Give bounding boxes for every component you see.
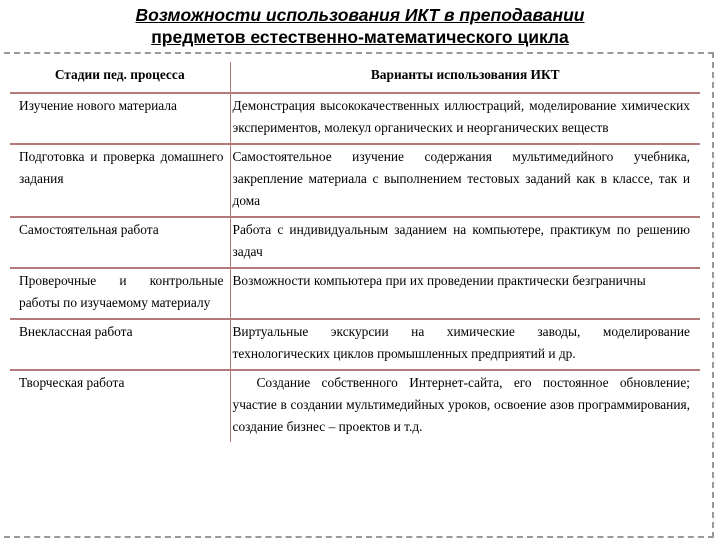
- table-row: [10, 144, 700, 217]
- table-row: [10, 217, 700, 268]
- stage-cell: Творческая работа: [10, 370, 230, 442]
- usage-cell: Виртуальные экскурсии на химические заводы, моделирование технологических циклов промышленных предприятий и др.: [230, 319, 700, 370]
- table-row: [10, 93, 700, 144]
- header-usage: Варианты использования ИКТ: [370, 67, 560, 82]
- table-header-row: [10, 62, 700, 93]
- usage-cell: Демонстрация высококачественных иллюстраций, моделирование химических экспериментов, молекул органических и неорганических веществ: [230, 93, 700, 144]
- stage-cell: Подготовка и проверка домашнего задания: [10, 144, 230, 217]
- stage-cell: Изучение нового материала: [10, 93, 230, 144]
- stage-cell: Самостоятельная работа: [10, 217, 230, 268]
- usage-cell: Работа с индивидуальным заданием на компьютере, практикум по решению задач: [230, 217, 700, 268]
- usage-cell: Создание собственного Интернет-сайта, его постоянное обновление; участие в создании мультимедийных уроков, освоение азов программирования, создание бизнес – проектов и т.д.: [230, 370, 700, 442]
- table-row: [10, 268, 700, 319]
- table-row: [10, 370, 700, 442]
- ict-usage-table: [10, 62, 700, 442]
- stage-cell: Внеклассная работа: [10, 319, 230, 370]
- title-line-2: предметов естественно-математического цикла: [151, 27, 569, 47]
- title-line-1: Возможности использования ИКТ в преподавании: [135, 5, 585, 25]
- usage-cell: Самостоятельное изучение содержания мультимедийного учебника, закрепление материала с выполнением тестовых заданий как в классе, так и дома: [230, 144, 700, 217]
- header-stage: Стадии пед. процесса: [10, 62, 230, 93]
- stage-cell: Проверочные и контрольные работы по изучаемому материалу: [10, 268, 230, 319]
- slide-title: [0, 4, 720, 48]
- usage-cell: Возможности компьютера при их проведении практически безграничны: [230, 268, 700, 319]
- table-row: [10, 319, 700, 370]
